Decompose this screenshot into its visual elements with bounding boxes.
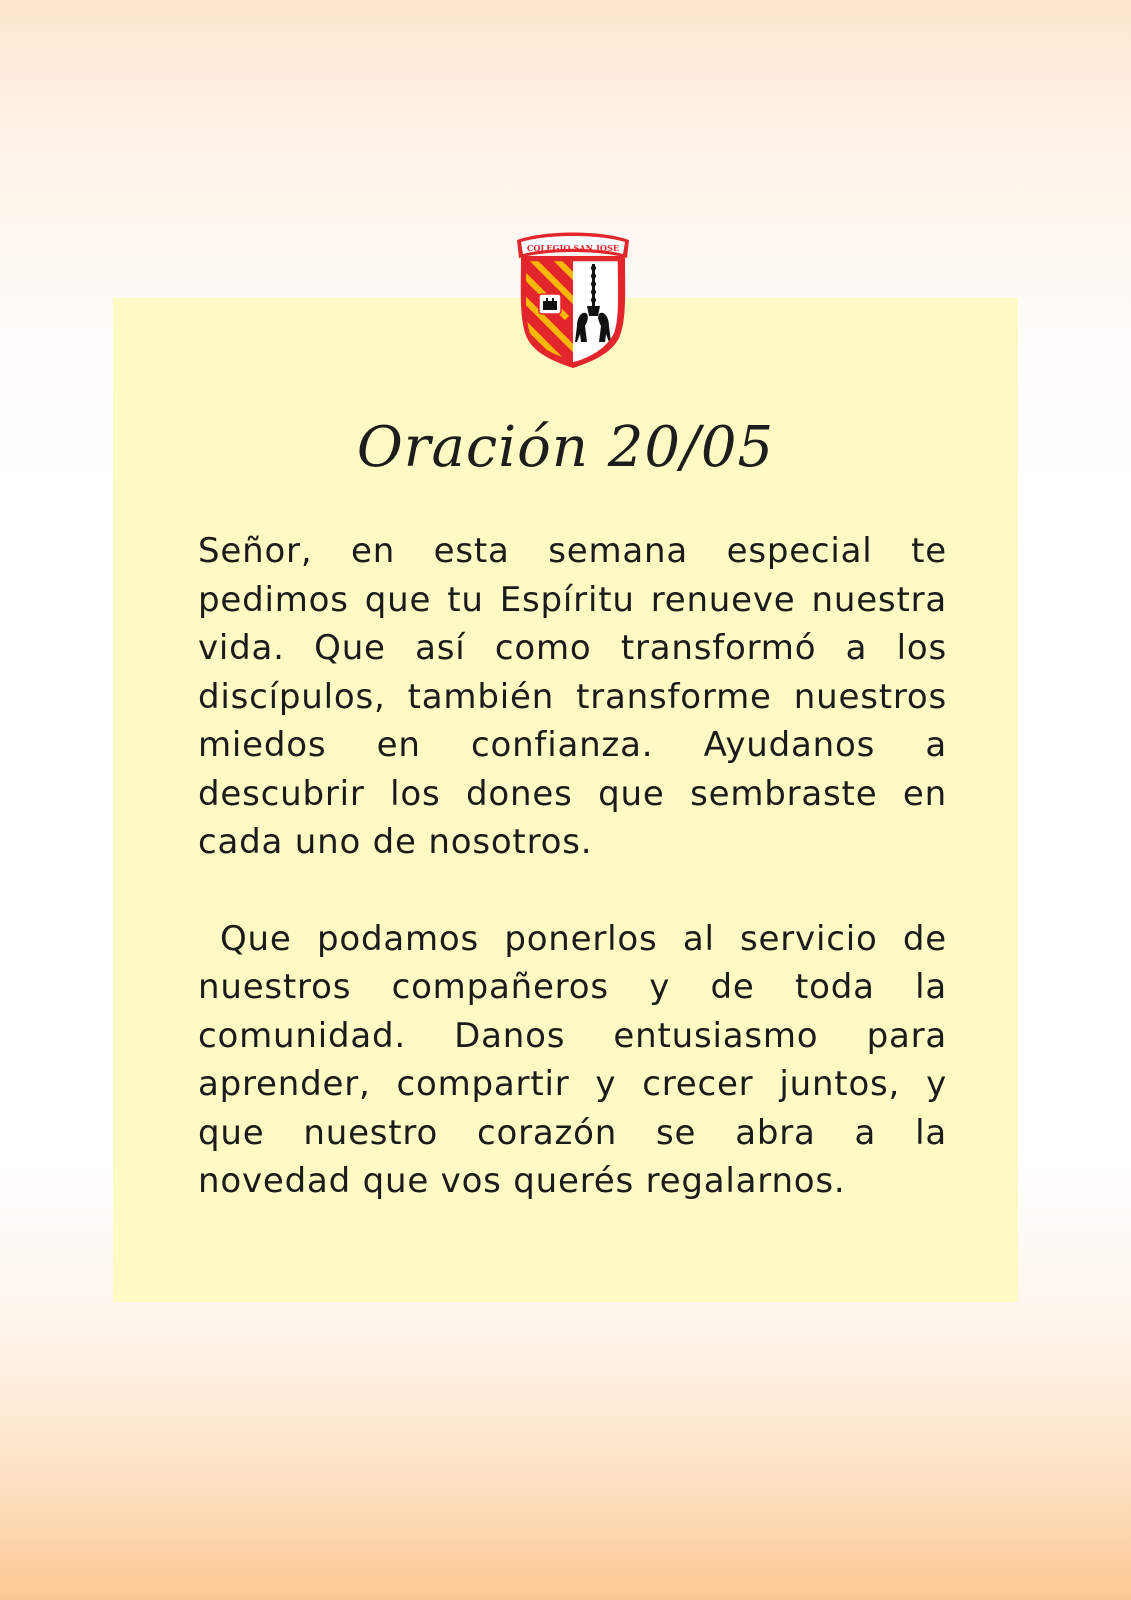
prayer-title: Oración 20/05 xyxy=(356,415,775,480)
prayer-paragraph-2-text: Que podamos ponerlos al servicio de nuestros compañeros y de toda la comunidad. Danos entusiasmo para aprender, compartir y crecer juntos, y que nuestro corazón se abra a la novedad que vos querés regalarnos. xyxy=(198,918,947,1201)
school-crest-logo xyxy=(515,230,631,370)
prayer-paragraph-1: Señor, en esta semana especial te pedimos que tu Espíritu renueve nuestra vida. Que así como transformó a los discípulos, también transforme nuestros miedos en confianza. Ayudanos a descubrir los dones que sembraste en cada uno de nosotros. xyxy=(198,531,947,862)
prayer-paragraph-2 xyxy=(198,915,947,1206)
crest-ribbon-text: COLEGIO SAN JOSE xyxy=(526,243,620,253)
prayer-body xyxy=(198,527,947,1206)
